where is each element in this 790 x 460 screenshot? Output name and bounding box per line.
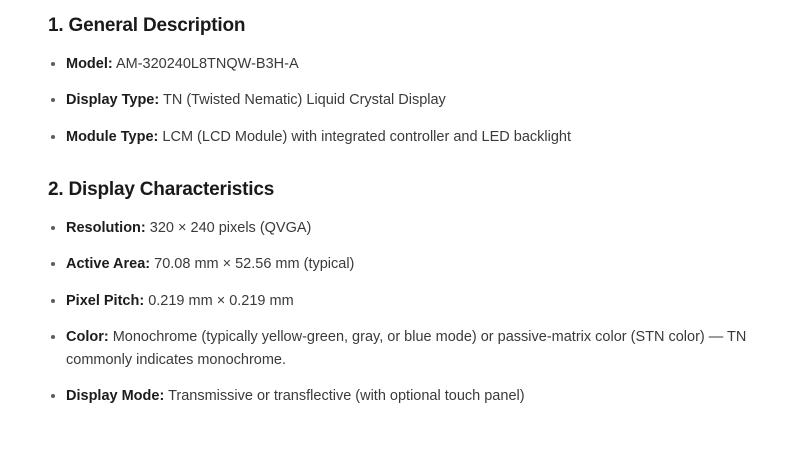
section-display-characteristics	[48, 178, 750, 408]
list-item	[48, 89, 750, 111]
list-item	[48, 217, 750, 239]
list-item-value: LCM (LCD Module) with integrated controller and LED backlight	[162, 128, 572, 145]
section-general-description	[48, 14, 750, 148]
list-item-value: AM-320240L8TNQW-B3H-A	[115, 55, 299, 72]
list-item-value: TN (Twisted Nematic) Liquid Crystal Display	[162, 92, 446, 109]
list-item	[48, 290, 750, 312]
list-item-value: 320 × 240 pixels (QVGA)	[149, 219, 312, 236]
spec-list-display	[48, 217, 750, 408]
list-item-label: Resolution:	[66, 219, 146, 236]
list-item	[48, 253, 750, 275]
list-item-value: 70.08 mm × 52.56 mm (typical)	[154, 256, 355, 273]
list-item	[48, 326, 750, 371]
list-item	[48, 385, 750, 407]
spec-list-general	[48, 53, 750, 148]
list-item-label: Module Type:	[66, 128, 159, 145]
list-item-value: 0.219 mm × 0.219 mm	[148, 292, 294, 309]
list-item-label: Active Area:	[66, 256, 151, 273]
list-item	[48, 53, 750, 75]
list-item-label: Model:	[66, 55, 113, 72]
list-item	[48, 126, 750, 148]
list-item-value: Transmissive or transflective (with optional touch panel)	[168, 388, 525, 405]
list-item-label: Pixel Pitch:	[66, 292, 145, 309]
list-item-value: Monochrome (typically yellow-green, gray, or blue mode) or passive-matrix color (STN color) — TN commonly indicates monochrome.	[66, 329, 747, 368]
page-title: 1. General Description	[48, 15, 246, 36]
section-heading: 2. Display Characteristics	[48, 179, 275, 201]
list-item-label: Display Type:	[66, 92, 160, 109]
list-item-label: Color:	[66, 329, 109, 346]
list-item-label: Display Mode:	[66, 388, 165, 405]
